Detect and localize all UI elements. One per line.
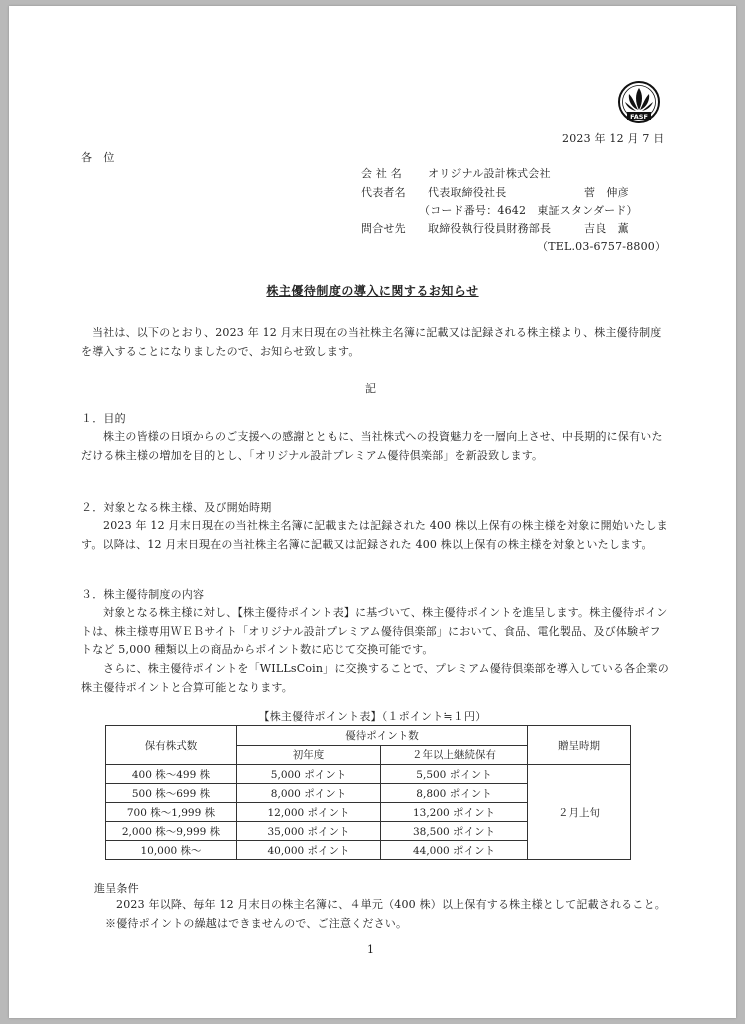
page-number: 1 <box>367 943 375 956</box>
company-name-label: 会 社 名 <box>361 167 402 180</box>
cell-first-year: 8,000 ポイント <box>237 784 381 803</box>
cell-first-year: 35,000 ポイント <box>237 822 381 841</box>
contact-label: 問合せ先 <box>361 222 406 235</box>
section1-heading: １．目的 <box>81 412 126 425</box>
issue-date: 2023 年 12 月 7 日 <box>562 132 665 145</box>
representative-name: 菅 伸彦 <box>584 186 629 199</box>
conditions-heading: 進呈条件 <box>94 882 139 895</box>
cell-timing: ２月上旬 <box>528 765 631 860</box>
cell-shares: 2,000 株～9,999 株 <box>106 822 237 841</box>
contact-name: 吉良 薫 <box>584 222 629 235</box>
table-row <box>106 765 631 784</box>
contact-title: 取締役執行役員財務部長 <box>428 222 552 235</box>
table-header-row <box>106 726 631 746</box>
ki-mark: 記 <box>365 382 377 395</box>
representative-title: 代表取締役社長 <box>428 186 507 199</box>
points-table-caption: 【株主優待ポイント表】（１ポイント≒１円） <box>258 710 487 723</box>
header-first-year: 初年度 <box>237 745 381 765</box>
cell-shares: 700 株～1,999 株 <box>106 803 237 822</box>
section3-body2: さらに、株主優待ポイントを「WILLsCoin」に交換することで、プレミアム優待倶楽部を導入している各企業の株主優待ポイントと合算可能となります。 <box>81 662 669 694</box>
cell-continuous: 5,500 ポイント <box>381 765 528 784</box>
document-title: 株主優待制度の導入に関するお知らせ <box>266 284 479 298</box>
section1-body: 株主の皆様の日頃からのご支援への感謝とともに、当社株式への投資魅力を一層向上させ、中長期的に保有いただける株主様の増加を目的とし、「オリジナル設計プレミアム優待倶楽部」を新設致します。 <box>81 430 663 462</box>
points-table <box>105 725 631 860</box>
cell-continuous: 38,500 ポイント <box>381 822 528 841</box>
document-page <box>9 6 736 1018</box>
cell-shares: 10,000 株～ <box>106 841 237 860</box>
cell-first-year: 5,000 ポイント <box>237 765 381 784</box>
conditions-body: 2023 年以降、毎年 12 月末日の株主名簿に、４単元（400 株）以上保有する株主様として記載されること。※優待ポイントの繰越はできませんので、ご注意ください。 <box>105 898 666 930</box>
recipient: 各 位 <box>81 151 115 164</box>
section3-heading: ３．株主優待制度の内容 <box>81 588 205 601</box>
company-name: オリジナル設計株式会社 <box>428 167 551 180</box>
cell-shares: 400 株～499 株 <box>106 765 237 784</box>
section3-body1: 対象となる株主様に対し、【株主優待ポイント表】に基づいて、株主優待ポイントを進呈します。株主優待ポイントは、株主様専用ＷＥＢサイト「オリジナル設計プレミアム優待倶楽部」において、食品、電化製品、及び体験ギフトなど 5,000 種類以上の商品からポイント数に応じて交換可能です。 <box>81 606 668 656</box>
securities-code: （コード番号：4642 東証スタンダード） <box>419 204 638 217</box>
cell-first-year: 40,000 ポイント <box>237 841 381 860</box>
intro-paragraph: 当社は、以下のとおり、2023 年 12 月末日現在の当社株主名簿に記載又は記録される株主様より、株主優待制度を導入することになりましたので、お知らせ致します。 <box>81 326 662 358</box>
representative-label: 代表者名 <box>361 186 406 199</box>
header-continuous: ２年以上継続保有 <box>381 745 528 765</box>
cell-first-year: 12,000 ポイント <box>237 803 381 822</box>
section2-heading: ２．対象となる株主様、及び開始時期 <box>81 501 272 514</box>
fasf-logo <box>617 80 661 128</box>
section2-body: 2023 年 12 月末日現在の当社株主名簿に記載または記録された 400 株以上保有の株主様を対象に開始いたします。以降は、12 月末日現在の当社株主名簿に記載又は記録された 400 株以上保有の株主様を対象といたします。 <box>81 519 668 551</box>
svg-text:FASF: FASF <box>630 113 648 121</box>
header-timing: 贈呈時期 <box>528 726 631 765</box>
cell-continuous: 44,000 ポイント <box>381 841 528 860</box>
cell-continuous: 8,800 ポイント <box>381 784 528 803</box>
header-holdings: 保有株式数 <box>106 726 237 765</box>
cell-continuous: 13,200 ポイント <box>381 803 528 822</box>
contact-tel: （TEL.03-6757-8800） <box>537 240 667 253</box>
cell-shares: 500 株～699 株 <box>106 784 237 803</box>
header-points: 優待ポイント数 <box>237 726 528 746</box>
